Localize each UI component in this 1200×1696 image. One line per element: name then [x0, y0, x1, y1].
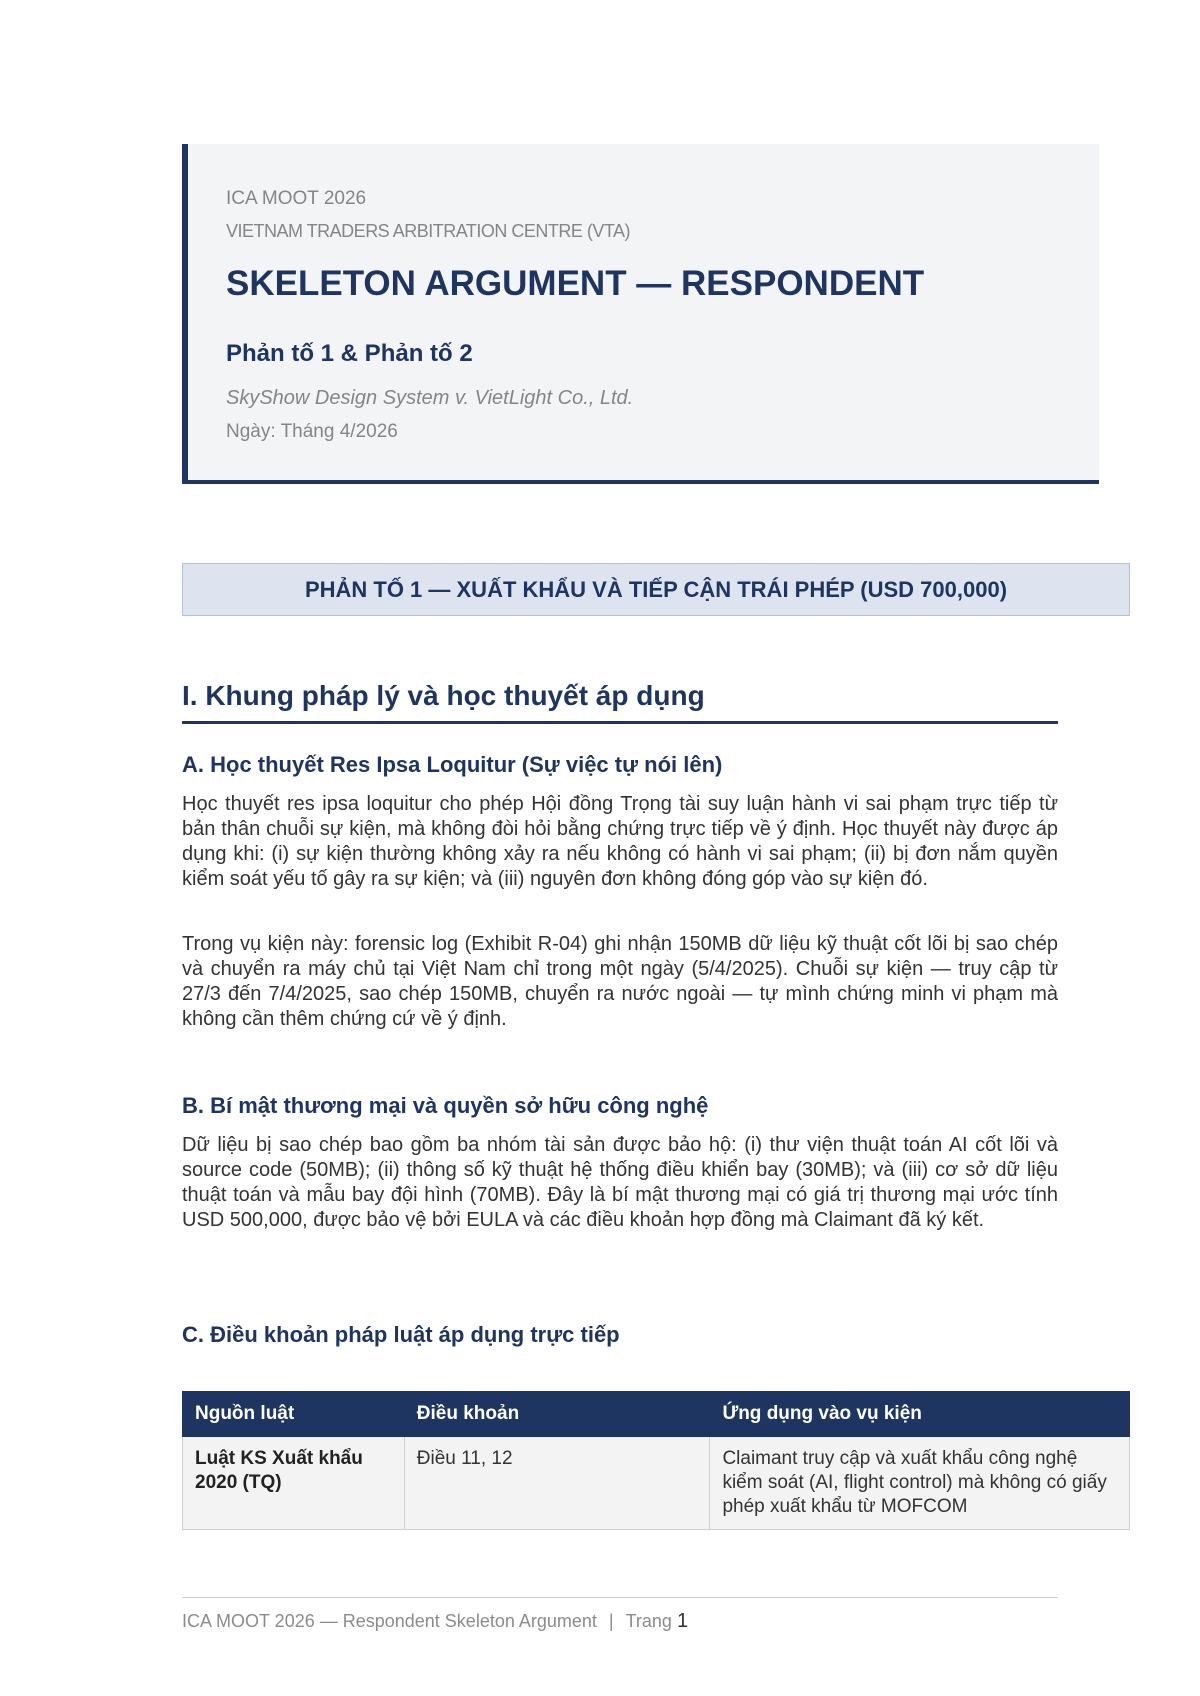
- arbitration-centre: VIETNAM TRADERS ARBITRATION CENTRE (VTA): [226, 221, 631, 241]
- table-header-row: [183, 1392, 1130, 1437]
- table-row: [183, 1437, 1130, 1530]
- column-header: Ứng dụng vào vụ kiện: [710, 1392, 1130, 1437]
- moot-name: ICA MOOT 2026: [226, 188, 367, 209]
- heading-level-1: I. Khung pháp lý và học thuyết áp dụng: [182, 676, 1058, 724]
- subsection-heading-c: C. Điều khoản pháp luật áp dụng trực tiếp: [182, 1322, 620, 1347]
- case-name: SkyShow Design System v. VietLight Co., Ltd.: [226, 387, 634, 409]
- document-subtitle: Phản tố 1 & Phản tố 2: [226, 340, 473, 367]
- column-header: Điều khoản: [404, 1392, 710, 1437]
- column-header: Nguồn luật: [183, 1392, 405, 1437]
- page-footer: [182, 1610, 688, 1633]
- footer-separator: |: [608, 1611, 614, 1631]
- table-cell-article: Điều 11, 12: [404, 1437, 710, 1530]
- subsection-heading-b: B. Bí mật thương mại và quyền sở hữu công nghệ: [182, 1093, 709, 1118]
- subsection-heading-a: A. Học thuyết Res Ipsa Loquitur (Sự việc tự nói lên): [182, 752, 723, 777]
- footer-text: ICA MOOT 2026 — Respondent Skeleton Argument: [182, 1611, 597, 1631]
- paragraph: Trong vụ kiện này: forensic log (Exhibit R-04) ghi nhận 150MB dữ liệu kỹ thuật cốt lõi bị sao chép và chuyển ra máy chủ tại Việt Nam chỉ trong một ngày (5/4/2025). Chuỗi sự kiện — truy cập từ 27/3 đến 7/4/2025, sao chép 150MB, chuyển ra nước ngoài — tự mình chứng minh vi phạm mà không cần thêm chứng cứ về ý định.: [182, 933, 1058, 1030]
- footer-divider: [182, 1597, 1058, 1598]
- law-table: [182, 1391, 1130, 1530]
- table-cell-source: Luật KS Xuất khẩu 2020 (TQ): [183, 1437, 405, 1530]
- paragraph: Dữ liệu bị sao chép bao gồm ba nhóm tài sản được bảo hộ: (i) thư viện thuật toán AI cốt lõi và source code (50MB); (ii) thông số kỹ thuật hệ thống điều khiển bay (30MB); và (iii) cơ sở dữ liệu thuật toán và mẫu bay đội hình (70MB). Đây là bí mật thương mại có giá trị thương mại ước tính USD 500,000, được bảo vệ bởi EULA và các điều khoản hợp đồng mà Claimant đã ký kết.: [182, 1134, 1058, 1231]
- section-banner: PHẢN TỐ 1 — XUẤT KHẨU VÀ TIẾP CẬN TRÁI PHÉP (USD 700,000): [182, 563, 1130, 616]
- page-label: Trang: [625, 1611, 672, 1631]
- title-block: [182, 144, 1099, 484]
- page-number: 1: [676, 1610, 689, 1632]
- table-cell-application: Claimant truy cập và xuất khẩu công nghệ kiểm soát (AI, flight control) mà không có giấy phép xuất khẩu từ MOFCOM: [710, 1437, 1130, 1530]
- document-date: Ngày: Tháng 4/2026: [226, 421, 398, 442]
- document-title: SKELETON ARGUMENT — RESPONDENT: [226, 264, 925, 303]
- paragraph: Học thuyết res ipsa loquitur cho phép Hội đồng Trọng tài suy luận hành vi sai phạm trực tiếp từ bản thân chuỗi sự kiện, mà không đòi hỏi bằng chứng trực tiếp về ý định. Học thuyết này được áp dụng khi: (i) sự kiện thường không xảy ra nếu không có hành vi sai phạm; (ii) bị đơn nắm quyền kiểm soát yếu tố gây ra sự kiện; và (iii) nguyên đơn không đóng góp vào sự kiện đó.: [182, 793, 1058, 890]
